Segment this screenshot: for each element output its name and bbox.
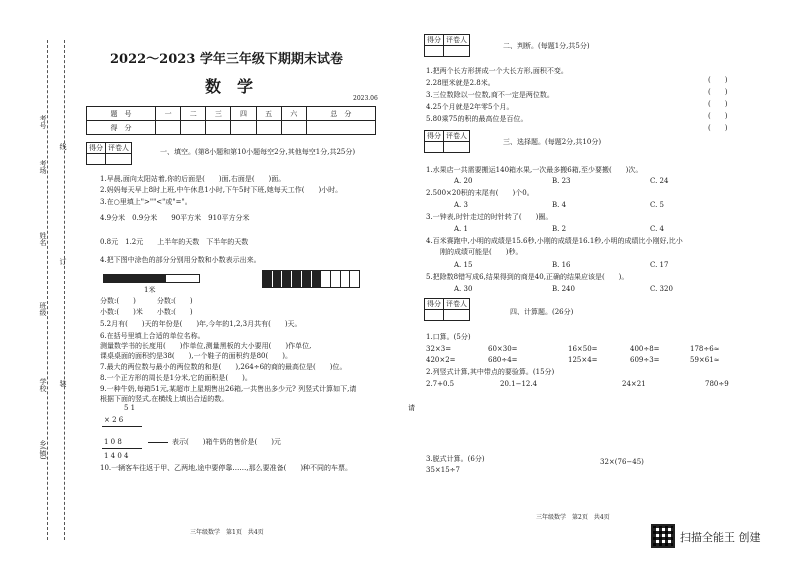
binding-label-class: 班级 — [39, 302, 47, 316]
decimal-answer-row: 小数:( )米 小数:( ) — [100, 308, 193, 316]
choice-q4-opt-b[interactable]: B. 16 — [552, 261, 571, 269]
vertical-item: 780÷9 — [705, 380, 729, 388]
section1-compare-row1: 4.9分米 0.9分米 90平方米 910平方分米 — [100, 214, 250, 222]
score-table-cell: 六 — [281, 107, 306, 121]
score-table-cell: 三 — [206, 107, 231, 121]
judge-item-5: 5.80乘75的积的最高位是百位。 — [426, 115, 528, 123]
choice-q4-opt-a[interactable]: A. 15 — [454, 261, 473, 269]
vertical-heading: 2.列竖式计算,其中带点的要验算。(15分) — [426, 368, 555, 376]
choice-q1: 1.水果店一共需要搬运140箱水果,一次最多搬6箱,至少要搬( )次。 — [426, 166, 643, 174]
judge-answer-1[interactable]: ( ) — [708, 76, 728, 84]
section4-heading: 四、计算题。(26分) — [510, 308, 574, 316]
binding-label-school: 学校 — [39, 378, 47, 392]
score-input-cell[interactable] — [281, 121, 306, 135]
grader-label: 评卷人 — [444, 35, 470, 46]
section1-q10: 10.一辆客车往返于甲、乙两地,途中要停靠……,那么要准备( )种不同的车票。 — [100, 464, 353, 472]
section1-q9-line2: 根据下面的竖式,在横线上填出合适的数。 — [100, 395, 229, 403]
score-table-cell: 二 — [181, 107, 206, 121]
section1-q4: 4.把下图中涂色的部分分别用分数和小数表示出来。 — [100, 256, 261, 264]
choice-q5-opt-a[interactable]: A. 30 — [454, 285, 473, 293]
side-mark: 请 — [408, 404, 415, 412]
oral-item: 178÷6≈ — [690, 345, 720, 353]
ruler-shaded — [104, 275, 166, 282]
oral-item: 125×4= — [568, 356, 598, 364]
binding-line-inner — [64, 40, 65, 540]
score-table-cell: 四 — [231, 107, 256, 121]
qr-code-icon — [651, 524, 675, 548]
step-heading: 3.脱式计算。(6分) — [426, 455, 485, 463]
judge-answer-5[interactable]: ( ) — [708, 124, 728, 132]
score-input-cell[interactable] — [206, 121, 231, 135]
choice-q4-line2: 刚的成绩可能是( )秒。 — [440, 248, 523, 256]
section1-q7: 7.最大的两位数与最小的两位数的和是( ),264÷6的商的最高位是( )位。 — [100, 363, 347, 371]
grader-name-cell[interactable] — [444, 142, 470, 153]
choice-q2-opt-c[interactable]: C. 5 — [650, 201, 665, 209]
binding-label-name: 姓名 — [39, 232, 47, 246]
score-table-cell: 总 分 — [306, 107, 375, 121]
grader-score-label: 得分 — [425, 35, 444, 46]
judge-answer-3[interactable]: ( ) — [708, 100, 728, 108]
grader-box-1 — [86, 142, 132, 165]
choice-q5: 5.把除数8错写成6,结果得到的商是40,正确的结果应该是( )。 — [426, 273, 629, 281]
grader-box-4 — [424, 298, 470, 321]
section1-q5: 5.2月有( )天的年份是( )年,今年的1,2,3月共有( )天。 — [100, 320, 302, 328]
score-input-cell[interactable] — [156, 121, 181, 135]
oral-heading: 1.口算。(5分) — [426, 333, 471, 341]
grid-figure — [262, 270, 360, 288]
section1-q1: 1.早晨,面向太阳站着,你的后面是( )面,右面是( )面。 — [100, 175, 286, 183]
choice-q1-opt-c[interactable]: C. 24 — [650, 177, 669, 185]
choice-q1-opt-a[interactable]: A. 20 — [454, 177, 473, 185]
judge-answer-4[interactable]: ( ) — [708, 112, 728, 120]
choice-q3: 3.一钟表,时针走过的时针转了( )圈。 — [426, 213, 553, 221]
section1-heading: 一、填空。(第8小题和第10小题每空2分,其他每空1分,共25分) — [160, 148, 356, 156]
grader-score-label: 得分 — [425, 299, 444, 310]
judge-answer-2[interactable]: ( ) — [708, 88, 728, 96]
exam-date: 2023.06 — [353, 95, 378, 102]
vertical-calc-arrow — [148, 442, 168, 443]
binding-label-town: 乡(镇) — [39, 440, 47, 460]
section3-heading: 三、选择题。(每题2分,共10分) — [503, 138, 602, 146]
grader-score-cell[interactable] — [425, 310, 444, 321]
step-item: 32×(76−45) — [600, 458, 644, 466]
grader-score-label: 得分 — [425, 131, 444, 142]
oral-item: 59×61≈ — [690, 356, 720, 364]
section1-q8: 8.一个正方形的周长是1分米,它的面积是( )。 — [100, 374, 252, 382]
grader-score-cell[interactable] — [425, 142, 444, 153]
grader-label: 评卷人 — [444, 131, 470, 142]
choice-q4-opt-c[interactable]: C. 17 — [650, 261, 669, 269]
ruler-figure — [103, 274, 200, 283]
oral-item: 400÷8= — [630, 345, 660, 353]
grader-name-cell[interactable] — [444, 310, 470, 321]
binding-mark-line: 线 — [59, 143, 67, 150]
subject-title: 数 学 — [205, 77, 254, 96]
choice-q1-opt-b[interactable]: B. 23 — [552, 177, 571, 185]
score-input-cell[interactable] — [231, 121, 256, 135]
grader-score-label: 得分 — [87, 143, 106, 154]
score-table — [86, 106, 376, 135]
choice-q2: 2.500×20积的末尾有( )个0。 — [426, 189, 534, 197]
vertical-item: 24×21 — [622, 380, 646, 388]
grader-box-2 — [424, 34, 470, 57]
judge-item-1: 1.把两个长方形拼成一个大长方形,面积不变。 — [426, 67, 568, 75]
section2-heading: 二、判断。(每题1分,共5分) — [503, 42, 590, 50]
score-table-cell: 五 — [256, 107, 281, 121]
watermark-text: 扫描全能王 创建 — [680, 531, 761, 544]
vertical-calc-row2: × 2 6 — [104, 416, 124, 424]
page1-footer: 三年级数学 第1页 共4页 — [190, 529, 264, 536]
judge-item-3: 3.三位数除以一位数,商不一定是两位数。 — [426, 91, 554, 99]
page2-footer: 三年级数学 第2页 共4页 — [536, 514, 610, 521]
choice-q5-opt-c[interactable]: C. 320 — [650, 285, 673, 293]
binding-label-exam-room: 考场 — [39, 160, 47, 174]
grader-label: 评卷人 — [106, 143, 132, 154]
grader-box-3 — [424, 130, 470, 153]
section1-q6: 6.在括号里填上合适的单位名称。 — [100, 332, 205, 340]
choice-q2-opt-a[interactable]: A. 3 — [454, 201, 468, 209]
oral-item: 16×50= — [568, 345, 598, 353]
judge-item-4: 4.25个月就是2年零5个月。 — [426, 103, 514, 111]
section1-compare-row2: 0.8元 1.2元 上半年的天数 下半年的天数 — [100, 238, 249, 246]
vertical-calc-row4: 1 4 0 4 — [104, 452, 129, 460]
oral-item: 420×2= — [426, 356, 456, 364]
vertical-calc-rule-1 — [102, 426, 142, 427]
section1-q6-line3: 课桌桌面的面积约是38( ),一个鞋子的面积约是80( )。 — [100, 352, 292, 360]
grader-score-cell[interactable] — [425, 46, 444, 57]
choice-q3-opt-b[interactable]: B. 2 — [552, 225, 567, 233]
vertical-calc-rule-2 — [102, 448, 142, 449]
oral-item: 609÷3= — [630, 356, 660, 364]
choice-q3-opt-c[interactable]: C. 4 — [650, 225, 665, 233]
choice-q3-opt-a[interactable]: A. 1 — [454, 225, 468, 233]
judge-item-2: 2.28厘米就是2.8米。 — [426, 79, 495, 87]
score-input-cell[interactable] — [256, 121, 281, 135]
grader-label: 评卷人 — [444, 299, 470, 310]
section1-q6-line2: 测量数学书的长度用( )作单位,测量黑板的大小要用( )作单位, — [100, 342, 312, 350]
choice-q4: 4.百米赛跑中,小明的成绩是15.6秒,小刚的成绩是16.1秒,小明的成绩比小刚好,比小 — [426, 237, 683, 245]
section1-q2: 2.妈妈每天早上8时上班,中午休息1小时,下午5时下班,她每天工作( )小时。 — [100, 186, 343, 194]
grader-name-cell[interactable] — [444, 46, 470, 57]
ruler-label: 1米 — [144, 286, 156, 294]
oral-item: 32×3= — [426, 345, 452, 353]
vertical-calc-row1: 5 1 — [124, 404, 136, 412]
exam-title: 2022～2023 学年三年级下期期末试卷 — [110, 52, 343, 67]
grader-name-cell[interactable] — [106, 154, 132, 165]
step-item: 35×15÷7 — [426, 466, 460, 474]
vertical-item: 2.7+0.5 — [426, 380, 455, 388]
score-table-cell: 一 — [156, 107, 181, 121]
oral-item: 60×30= — [488, 345, 518, 353]
vertical-calc-note: 表示( )箱牛奶的售价是( )元 — [172, 438, 281, 446]
section1-q9: 9.一种牛奶,每箱51元,某超市上星期售出26箱,一共售出多少元? 列竖式计算如下,请 — [100, 385, 357, 393]
score-input-cell[interactable] — [306, 121, 375, 135]
vertical-calc-row3: 1 0 8 — [104, 438, 122, 446]
binding-mark-bind: 装 — [59, 380, 67, 387]
binding-mark-order: 订 — [59, 258, 67, 265]
score-input-cell[interactable] — [181, 121, 206, 135]
section1-q3: 3.在○里填上">""<"或"="。 — [100, 198, 192, 206]
vertical-item: 20.1−12.4 — [500, 380, 538, 388]
choice-q5-opt-b[interactable]: B. 240 — [552, 285, 575, 293]
grader-score-cell[interactable] — [87, 154, 106, 165]
binding-label-exam-no: 考号 — [39, 115, 47, 129]
score-table-cell: 题 号 — [87, 107, 156, 121]
fraction-answer-row: 分数:( ) 分数:( ) — [100, 297, 193, 305]
oral-item: 680÷4= — [488, 356, 518, 364]
score-table-cell: 得 分 — [87, 121, 156, 135]
choice-q2-opt-b[interactable]: B. 4 — [552, 201, 567, 209]
